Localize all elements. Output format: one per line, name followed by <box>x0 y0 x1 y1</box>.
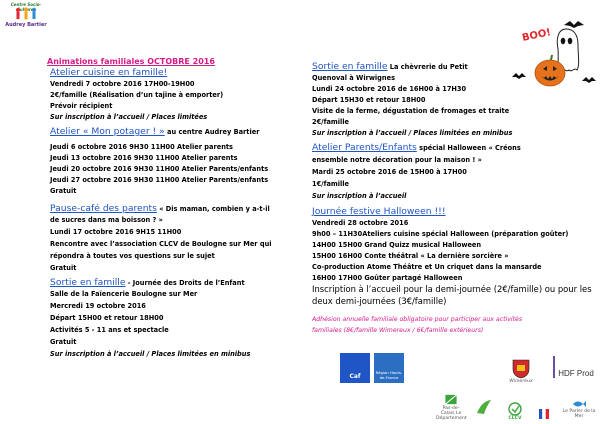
pause-line: Gratuit <box>50 264 77 272</box>
halloween-line: Co-production Atome Théâtre et Un criquet dans la mansarde <box>312 263 542 271</box>
potager-suffix: au centre Audrey Bartier <box>164 128 260 136</box>
potager-line: Jeudi 6 octobre 2016 9H30 11H00 Atelier parents <box>50 143 233 151</box>
potager-title: Atelier « Mon potager ! » <box>50 126 165 137</box>
sortie-right-line: Visite de la ferme, dégustation de fromages et traite <box>312 107 510 115</box>
pause-suffix: « Dis maman, combien y a-t-il <box>156 205 270 213</box>
parler-de-la-mer-logo <box>560 395 598 419</box>
sortie-left-title: Sortie en famille <box>50 277 126 288</box>
pause-line: répondra à toutes vos questions sur le sujet <box>50 252 215 260</box>
wimereux-label: Wimereux <box>509 379 533 384</box>
potager-heading <box>50 127 259 137</box>
page-title: Animations familiales OCTOBRE 2016 <box>47 57 215 66</box>
sortie-right-title: Sortie en famille <box>312 61 388 72</box>
cuisine-line: Prévoir récipient <box>50 102 113 110</box>
region-label: Région Hauts-de-France <box>375 370 403 380</box>
atelier-suffix: spécial Halloween « Créons <box>416 144 521 152</box>
sortie-left-line: Départ 15H00 et retour 18H00 <box>50 314 164 322</box>
sortie-right-line: Sur inscription à l’accueil / Places limitées en minibus <box>312 129 513 137</box>
wimereux-logo <box>508 352 534 384</box>
pause-suffix-2: de sucres dans ma boisson ? » <box>50 216 163 224</box>
sortie-right-heading <box>312 62 468 72</box>
atelier-heading <box>312 143 521 153</box>
pause-heading <box>50 204 270 214</box>
adhesion-note-2: familiales (8€/famille Wimereux / 6€/famille extérieurs) <box>312 327 484 334</box>
atelier-suffix-2: ensemble notre décoration pour la maison ! » <box>312 156 482 164</box>
sortie-left-line: Salle de la Faïencerie Boulogne sur Mer <box>50 290 198 298</box>
halloween-title: Journée festive Halloween !!! <box>312 206 446 217</box>
atelier-title: Atelier Parents/Enfants <box>312 142 417 153</box>
atelier-line: Sur inscription à l’accueil <box>312 192 407 200</box>
clcv-icon <box>508 402 522 416</box>
ministere-logo <box>534 395 554 419</box>
jeunesse-logo <box>472 393 496 417</box>
sortie-right-suffix: La chèvrerie du Petit <box>387 63 468 71</box>
clcv-label: CLCV <box>508 416 522 421</box>
adhesion-note-1: Adhésion annuelle familiale obligatoire pour participer aux activités <box>312 316 523 323</box>
halloween-line: 14H00 15H00 Grand Quizz musical Halloween <box>312 241 482 249</box>
sortie-left-line: Gratuit <box>50 338 77 346</box>
parler-fish-icon <box>572 399 586 409</box>
halloween-price-1: Inscription à l’accueil pour la demi-journée (2€/famille) ou pour les <box>312 284 592 294</box>
boo-text: BOO! <box>521 27 553 44</box>
sortie-left-suffix: - Journée des Droits de l’Enfant <box>125 279 245 287</box>
sortie-right-line: Lundi 24 octobre 2016 de 16H00 à 17H30 <box>312 85 467 93</box>
caf-logo <box>340 353 370 383</box>
logo-top-text: Centre Socio- ulturel <box>10 2 42 12</box>
hdf-label: HDF Prod <box>558 369 594 378</box>
potager-line: Gratuit <box>50 187 77 195</box>
potager-line: Jeudi 13 octobre 2016 9H30 11H00 Atelier parents <box>50 154 238 162</box>
logo-figures-icon <box>13 7 39 21</box>
halloween-illustration <box>506 15 600 93</box>
hdf-prod-logo <box>553 356 597 378</box>
cuisine-title: Atelier cuisine en famille! <box>50 67 168 78</box>
atelier-line: Mardi 25 octobre 2016 de 15H00 à 17H00 <box>312 168 467 176</box>
ministere-flag-icon <box>539 409 549 419</box>
atelier-line: 1€/famille <box>312 180 350 188</box>
sortie-left-line: Mercredi 19 octobre 2016 <box>50 302 146 310</box>
sortie-right-suffix-2: Quenoval à Wirwignes <box>312 74 395 82</box>
pause-line: Lundi 17 octobre 2016 9H15 11H00 <box>50 228 182 236</box>
pas-de-calais-logo <box>436 393 466 421</box>
sortie-left-line: Sur inscription à l’accueil / Places limitées en minibus <box>50 350 251 358</box>
wimereux-crest-icon <box>512 359 530 379</box>
sortie-left-line: Activités 5 - 11 ans et spectacle <box>50 326 169 334</box>
sortie-right-line: Départ 15H30 et retour 18H00 <box>312 96 426 104</box>
potager-line: Jeudi 20 octobre 2016 9H30 11H00 Atelier Parents/enfants <box>50 165 269 173</box>
pas-de-calais-label: Pas-de-Calais Le Département <box>436 406 467 421</box>
potager-line: Jeudi 27 octobre 2016 9H30 11H00 Atelier Parents/enfants <box>50 176 269 184</box>
pumpkin-icon <box>535 60 565 86</box>
clcv-logo <box>504 393 526 421</box>
cuisine-line: Sur inscription à l’accueil / Places limitées <box>50 113 208 121</box>
halloween-line: Vendredi 28 octobre 2016 <box>312 219 409 227</box>
caf-label: Caf <box>349 373 361 380</box>
logo-bottom-text: Audrey Bartier <box>5 22 47 28</box>
halloween-line: 16H00 17H00 Goûter partagé Halloween <box>312 274 463 282</box>
cuisine-line: 2€/famille (Réalisation d’un tajine à emporter) <box>50 91 224 99</box>
sortie-right-line: 2€/famille <box>312 118 350 126</box>
pas-de-calais-icon <box>443 393 459 406</box>
pause-title: Pause-café des parents <box>50 203 157 214</box>
region-logo <box>374 353 404 383</box>
cuisine-line: Vendredi 7 octobre 2016 17H00-19H00 <box>50 80 195 88</box>
bat-icon <box>564 21 584 28</box>
halloween-line: 15H00 16H00 Conte théâtral « La dernière sorcière » <box>312 252 509 260</box>
sortie-left-heading <box>50 278 245 288</box>
jeunesse-icon <box>474 397 494 417</box>
pause-line: Rencontre avec l’association CLCV de Boulogne sur Mer qui <box>50 240 272 248</box>
parler-label: Le Parler de la Mer <box>562 409 596 419</box>
halloween-line: 9h00 – 11H30Ateliers cuisine spécial Halloween (préparation goûter) <box>312 230 569 238</box>
halloween-price-2: deux demi-journées (3€/famille) <box>312 296 447 306</box>
center-logo <box>2 1 50 31</box>
